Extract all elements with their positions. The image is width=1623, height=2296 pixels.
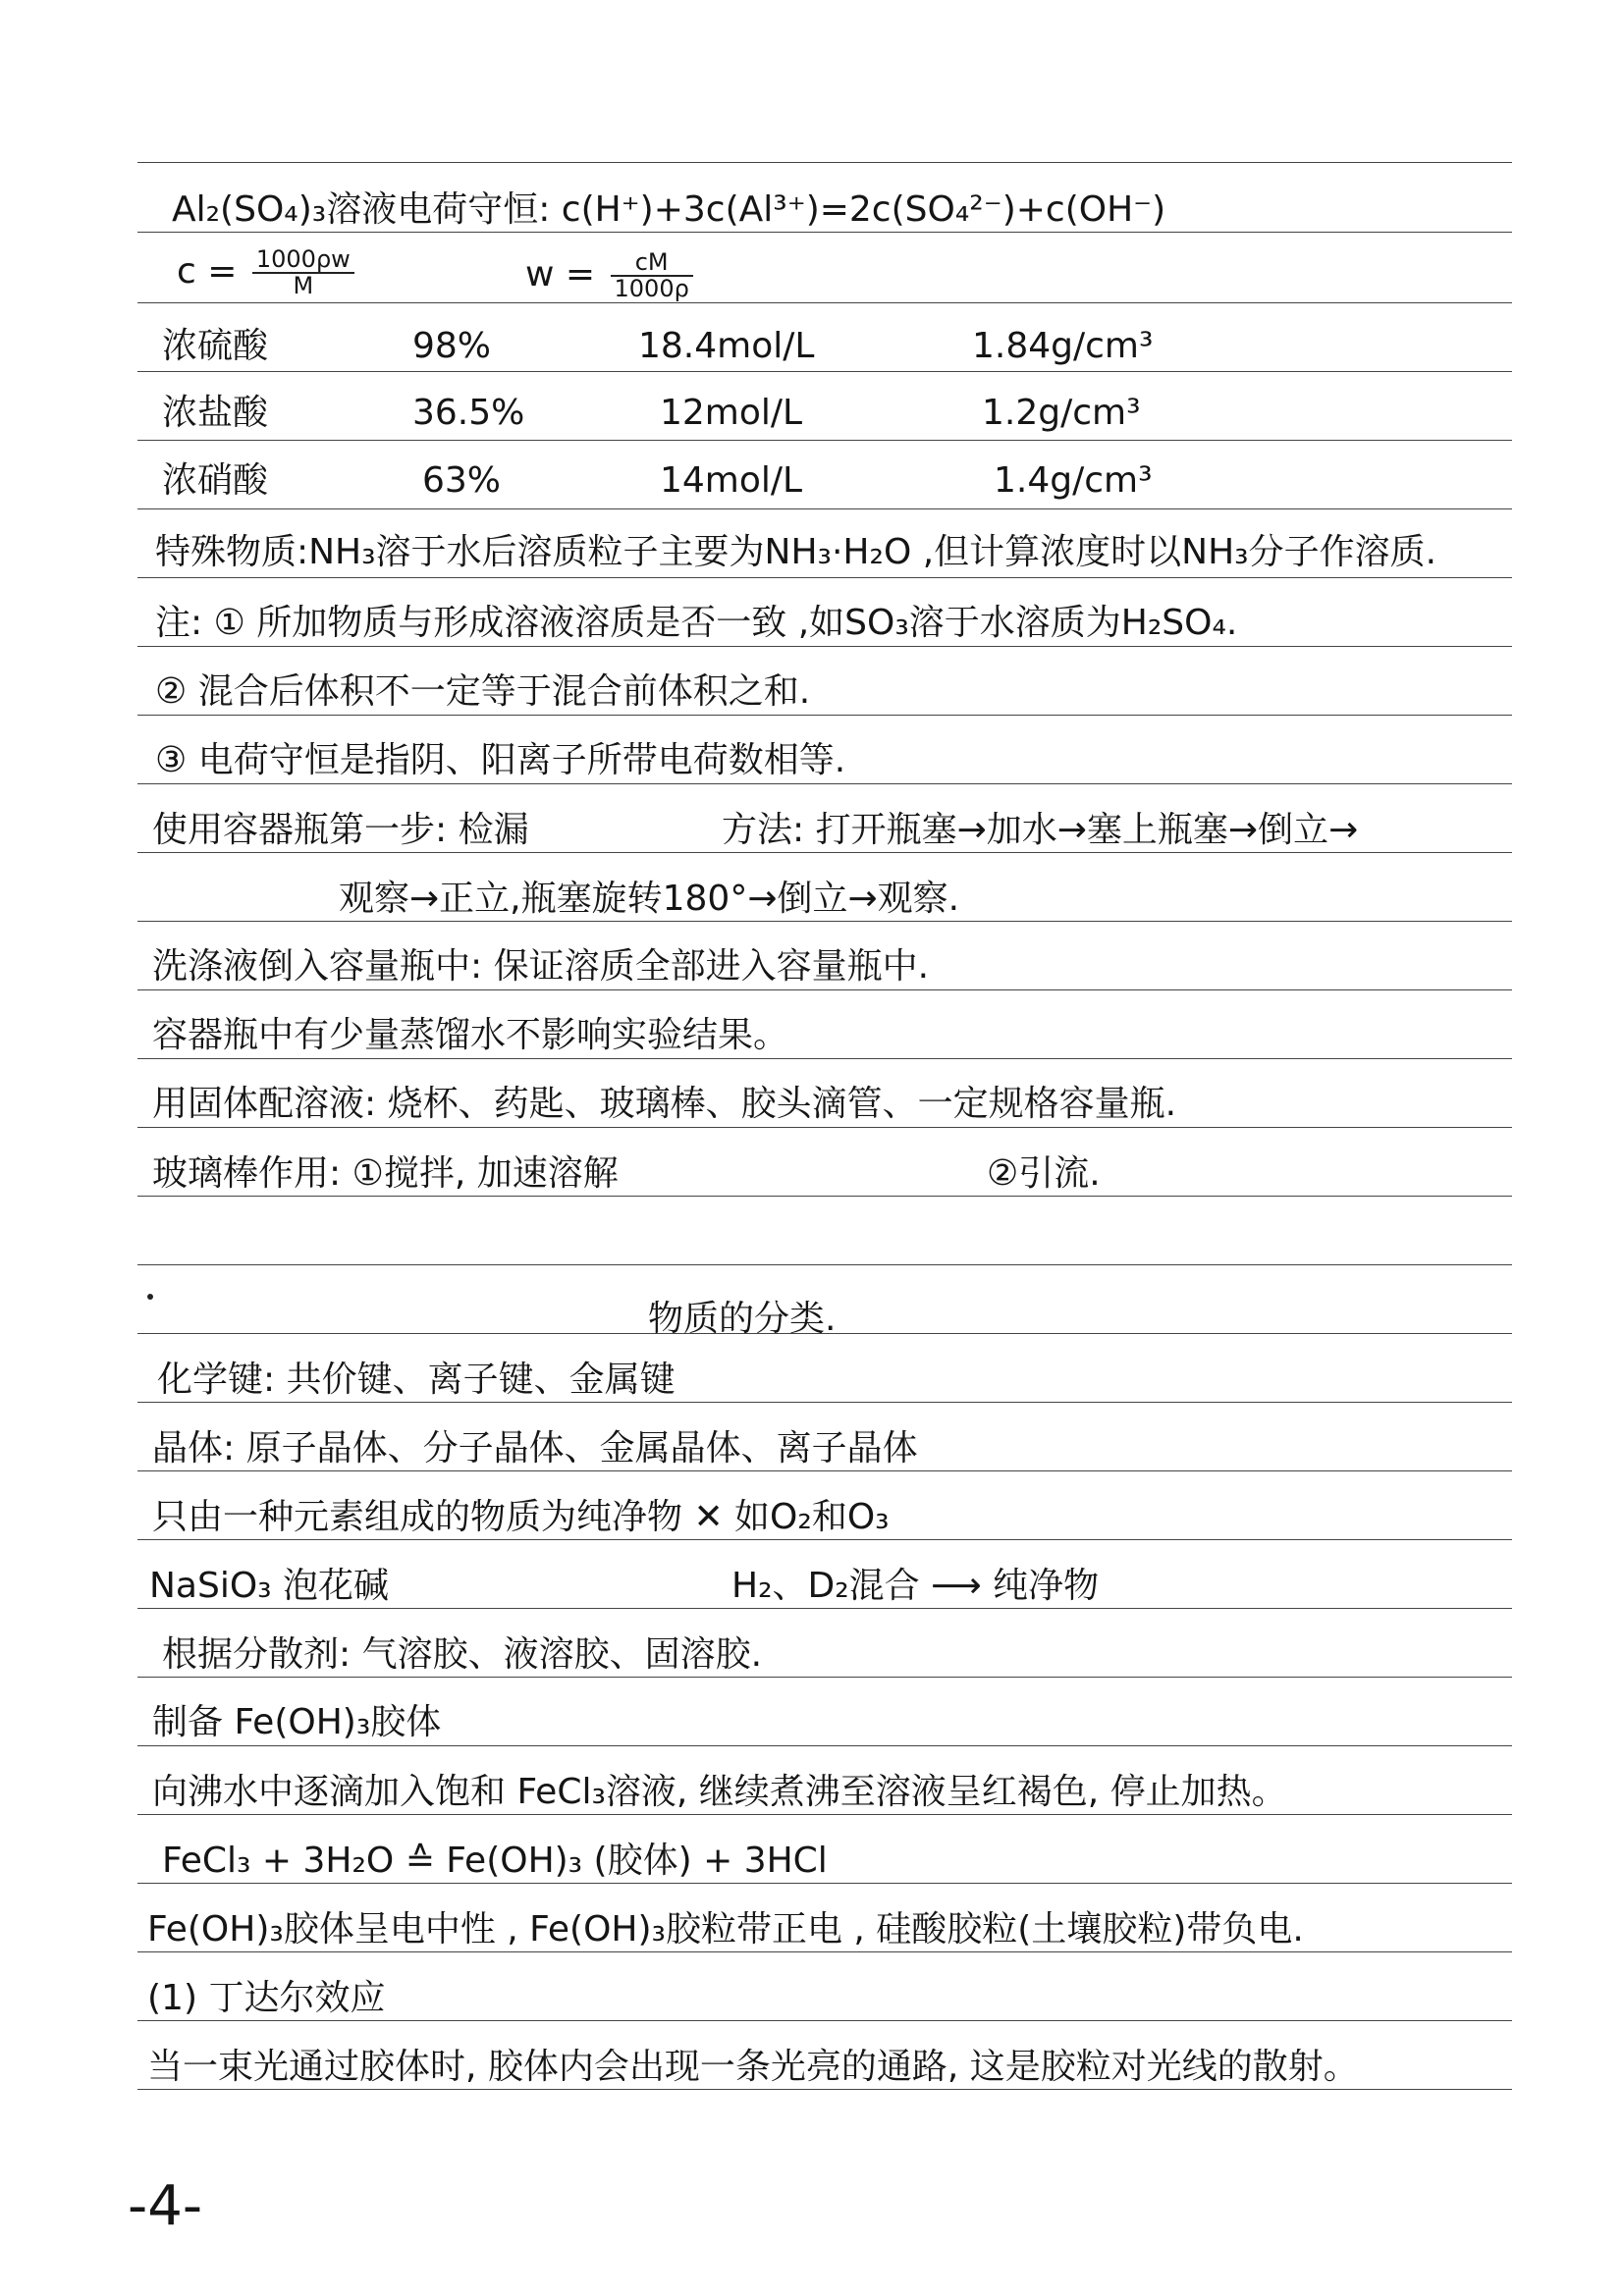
ruled-line bbox=[137, 1127, 1512, 1128]
h2-d2-line: H₂、D₂混合 ⟶ 纯净物 bbox=[731, 1566, 1100, 1606]
ruled-line bbox=[137, 852, 1512, 853]
ruled-line bbox=[137, 1745, 1512, 1746]
acid-name: 浓盐酸 bbox=[162, 393, 269, 433]
ruled-line bbox=[137, 440, 1512, 441]
dispersant-line: 根据分散剂: 气溶胶、液溶胶、固溶胶. bbox=[162, 1634, 763, 1675]
crystal-line: 晶体: 原子晶体、分子晶体、金属晶体、离子晶体 bbox=[152, 1428, 918, 1468]
ink-dot bbox=[147, 1294, 153, 1300]
sodium-silicate-line: NaSiO₃ 泡花碱 bbox=[149, 1566, 390, 1606]
ruled-line bbox=[137, 2020, 1512, 2021]
procedure-line: 向沸水中逐滴加入饱和 FeCl₃溶液, 继续煮沸至溶液呈红褐色, 停止加热。 bbox=[152, 1772, 1287, 1812]
wash-solution-note: 洗涤液倒入容量瓶中: 保证溶质全部进入容量瓶中. bbox=[152, 946, 930, 987]
formula-w-line bbox=[525, 250, 697, 301]
volumetric-flask-step: 使用容器瓶第一步: 检漏 bbox=[152, 810, 529, 850]
formula-w-fraction bbox=[611, 250, 693, 301]
volumetric-flask-method-cont: 观察→正立,瓶塞旋转180°→倒立→观察. bbox=[339, 879, 960, 919]
formula-c-denominator: M bbox=[293, 272, 314, 300]
acid-percent: 63% bbox=[422, 460, 502, 501]
acid-name: 浓硫酸 bbox=[162, 326, 269, 366]
prepare-colloid-line: 制备 Fe(OH)₃胶体 bbox=[152, 1702, 442, 1742]
equation-line: FeCl₃ + 3H₂O ≙ Fe(OH)₃ (胶体) + 3HCl bbox=[162, 1841, 828, 1881]
ruled-line bbox=[137, 1677, 1512, 1678]
tyndall-heading: (1) 丁达尔效应 bbox=[147, 1978, 386, 2018]
formula-c-fraction bbox=[252, 247, 354, 298]
glass-rod-use: 玻璃棒作用: ①搅拌, 加速溶解 bbox=[152, 1153, 619, 1194]
formula-line bbox=[177, 247, 358, 298]
formula-c-label: c = bbox=[177, 251, 238, 293]
ruled-line bbox=[137, 371, 1512, 372]
chemical-bond-line: 化学键: 共价键、离子键、金属键 bbox=[157, 1360, 676, 1400]
ruled-line bbox=[137, 232, 1512, 233]
page-number: -4- bbox=[128, 2174, 203, 2238]
solid-solution-equipment: 用固体配溶液: 烧杯、药匙、玻璃棒、胶头滴管、一定规格容量瓶. bbox=[152, 1084, 1177, 1124]
acid-concentration: 12mol/L bbox=[660, 393, 803, 433]
ruled-line bbox=[137, 1058, 1512, 1059]
acid-name: 浓硝酸 bbox=[162, 460, 269, 501]
formula-w-denominator: 1000ρ bbox=[614, 275, 689, 303]
ruled-line bbox=[137, 1196, 1512, 1197]
ruled-line bbox=[137, 2089, 1512, 2090]
volumetric-flask-method: 方法: 打开瓶塞→加水→塞上瓶塞→倒立→ bbox=[722, 810, 1359, 850]
ruled-line bbox=[137, 921, 1512, 922]
ruled-line bbox=[137, 1402, 1512, 1403]
ruled-line bbox=[137, 783, 1512, 784]
ruled-line bbox=[137, 508, 1512, 509]
distilled-water-note: 容器瓶中有少量蒸馏水不影响实验结果。 bbox=[152, 1015, 789, 1055]
acid-percent: 36.5% bbox=[412, 393, 525, 433]
acid-concentration: 18.4mol/L bbox=[638, 326, 815, 366]
ruled-line bbox=[137, 646, 1512, 647]
ruled-line bbox=[137, 1951, 1512, 1952]
acid-percent: 98% bbox=[412, 326, 492, 366]
acid-density: 1.84g/cm³ bbox=[972, 326, 1154, 366]
note-3: ③ 电荷守恒是指阴、阳离子所带电荷数相等. bbox=[155, 740, 846, 780]
ruled-line bbox=[137, 302, 1512, 303]
formula-w-numerator: cM bbox=[611, 250, 693, 277]
ruled-line bbox=[137, 715, 1512, 716]
ruled-line bbox=[137, 1470, 1512, 1471]
ruled-line bbox=[137, 1883, 1512, 1884]
formula-w-label: w = bbox=[525, 254, 596, 295]
acid-density: 1.4g/cm³ bbox=[994, 460, 1153, 501]
section-heading: 物质的分类. bbox=[648, 1299, 837, 1339]
ruled-line bbox=[137, 1264, 1512, 1265]
pure-substance-line: 只由一种元素组成的物质为纯净物 ✕ 如O₂和O₃ bbox=[152, 1497, 890, 1537]
ruled-line bbox=[137, 162, 1512, 163]
note-1: 注: ① 所加物质与形成溶液溶质是否一致 ,如SO₃溶于水溶质为H₂SO₄. bbox=[155, 603, 1238, 643]
note-special-substance: 特殊物质:NH₃溶于水后溶质粒子主要为NH₃·H₂O ,但计算浓度时以NH₃分子作溶质. bbox=[155, 532, 1437, 572]
charge-conservation-line: Al₂(SO₄)₃溶液电荷守恒: c(H⁺)+3c(Al³⁺)=2c(SO₄²⁻)+c(OH⁻) bbox=[172, 189, 1166, 230]
glass-rod-use-2: ②引流. bbox=[987, 1153, 1101, 1194]
colloid-charge-line: Fe(OH)₃胶体呈电中性 , Fe(OH)₃胶粒带正电 , 硅酸胶粒(土壤胶粒)带负电. bbox=[147, 1909, 1304, 1949]
ruled-line bbox=[137, 1814, 1512, 1815]
tyndall-description: 当一束光通过胶体时, 胶体内会出现一条光亮的通路, 这是胶粒对光线的散射。 bbox=[147, 2047, 1359, 2087]
ruled-line bbox=[137, 577, 1512, 578]
ruled-line bbox=[137, 1608, 1512, 1609]
acid-density: 1.2g/cm³ bbox=[982, 393, 1141, 433]
note-2: ② 混合后体积不一定等于混合前体积之和. bbox=[155, 671, 811, 712]
formula-c-numerator: 1000ρw bbox=[252, 247, 354, 274]
acid-concentration: 14mol/L bbox=[660, 460, 803, 501]
ruled-line bbox=[137, 1539, 1512, 1540]
ruled-line bbox=[137, 989, 1512, 990]
